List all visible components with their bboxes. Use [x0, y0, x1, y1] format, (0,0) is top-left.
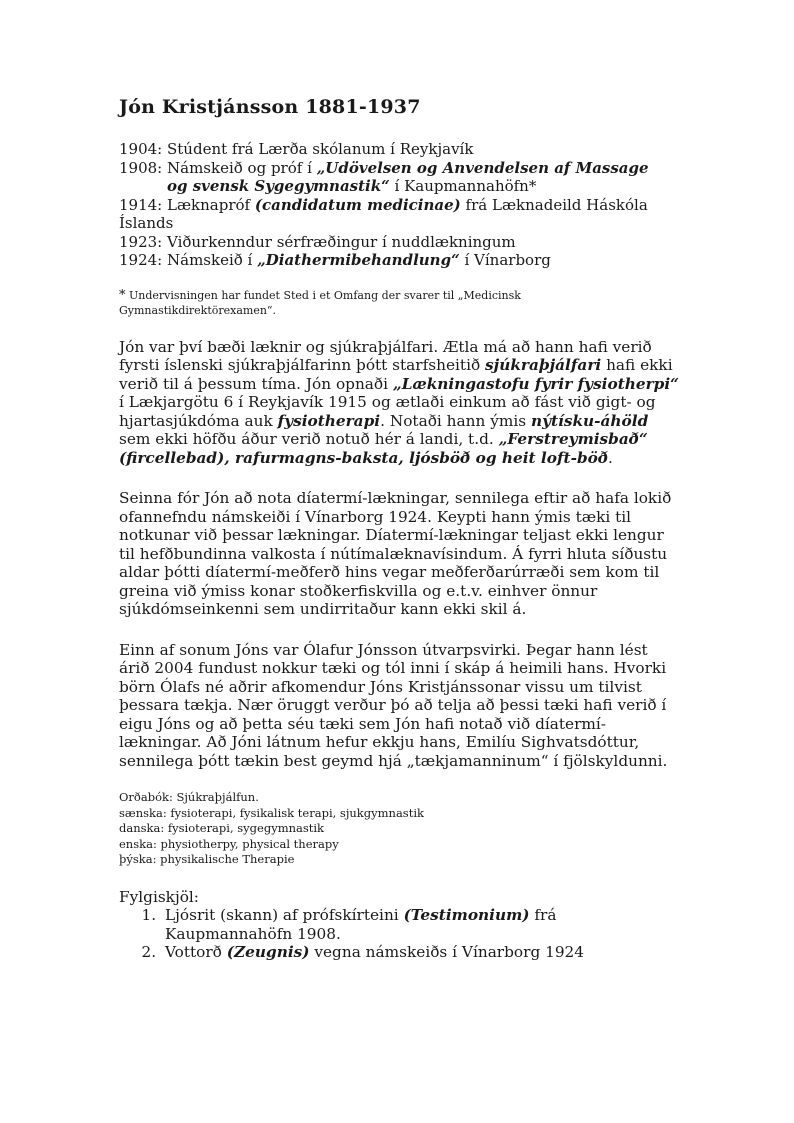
- course-title: „Diathermibehandlung“: [257, 251, 460, 269]
- attachments-list: [119, 906, 679, 962]
- paragraph: Einn af sonum Jóns var Ólafur Jónsson útvarpsvirki. Þegar hann lést árið 2004 fundust nokkur tæki og tól inni í skáp á heimili hans. Hvorki börn Ólafs né aðrir afkomendur Jóns Kristjánssonar vissu um tilvist þessara tækja. Nær öruggt verður þó að telja að þessi tæki hafi verið í eigu Jóns og að þetta séu tæki sem Jón hafi notað við díatermí-lækningar. Að Jóni látnum hefur ekkju hans, Emilíu Sighvatsdóttur, sennilega þótt tækin best geymd hjá „tækjamanninum“ í fjölskyldunni.: [119, 640, 668, 770]
- cv-text: Stúdent frá Lærða skólanum í Reykjavík: [167, 140, 474, 158]
- cv-text-part: í Kaupmannahöfn*: [389, 177, 537, 195]
- attachment-text: frá Kaupmannahöfn 1908.: [165, 906, 557, 943]
- attachment-item: [161, 943, 679, 962]
- course-title: „Udövelsen og Anvendelsen af Massage: [316, 158, 649, 177]
- cv-row: [119, 233, 679, 252]
- cv-row: [119, 251, 679, 270]
- paragraph-text: . Notaði hann ýmis: [380, 411, 531, 430]
- paragraph: [119, 338, 679, 468]
- cv-year: 1908:: [119, 158, 163, 177]
- cv-text: [167, 159, 679, 178]
- dictionary-block: [119, 790, 679, 868]
- attachment-text: Ljósrit (skann) af prófskírteini: [165, 906, 404, 924]
- cv-text: [167, 196, 679, 215]
- dictionary-line: enska: physiotherpy, physical therapy: [119, 836, 339, 851]
- footnote-line: Undervisningen har fundet Sted i et Omfang der svarer til „Medicinsk: [125, 288, 521, 302]
- attachment-text: vegna námskeiðs í Vínarborg 1924: [309, 943, 585, 961]
- paragraph: Seinna fór Jón að nota díatermí-lækningar, sennilega eftir að hafa lokið ofannefndu námskeiði í Vínarborg 1924. Keypti hann ýmis tæki til notkunar við þessar lækningar. Díatermí-lækningar teljast ekki lengur til hefðbundinna valkosta í nútímalæknavísindum. Á fyrri hluta síðustu aldar þótti díatermí-meðferð hins vegar meðferðarúrræði sem kom til greina við ýmiss konar stoðkerfiskvilla og e.t.v. einhver önnur sjúkdómseinkenni sem undirritaður kann ekki skil á.: [119, 489, 672, 618]
- emphasis: „Ferstreymisbað“ (fircellebad), rafurmagns-baksta, ljósböð og heit loft-böð: [119, 430, 648, 467]
- cv-row: [119, 140, 679, 159]
- cv-continuation: [119, 177, 679, 196]
- cv-text-part: í Vínarborg: [459, 251, 551, 269]
- paragraph-text: .: [608, 448, 613, 467]
- cv-year: 1914:: [119, 195, 163, 214]
- attachment-item: [161, 906, 679, 943]
- paragraph-text: Jón var því bæði læknir og sjúkraþjálfari. Ætla má að hann hafi verið fyrsti íslenski sjúkraþjálfarinn þótt starfsheitið: [119, 337, 652, 374]
- dictionary-line: þýska: physikalische Therapie: [119, 852, 295, 866]
- paragraph-text: hafi ekki verið til á þessum tíma. Jón opnaði: [119, 356, 673, 393]
- emphasis: „Lækningastofu fyrir fysiotherpi“: [392, 374, 679, 393]
- attachment-text: Vottorð: [165, 943, 227, 961]
- document-title: Jón Kristjánsson 1881-1937: [119, 96, 421, 118]
- paragraph-text: sem ekki höfðu áður verið notuð hér á landi, t.d.: [119, 430, 499, 448]
- cv-row: [119, 196, 679, 215]
- attachment-doc-name: (Zeugnis): [226, 943, 310, 961]
- course-title-cont: og svensk Sygegymnastik“: [167, 177, 390, 195]
- cv-text-part: frá Læknadeild Háskóla: [460, 195, 648, 214]
- cv-list: [119, 140, 679, 270]
- cv-text-part: Námskeið og próf í: [167, 158, 317, 177]
- cv-text: Viðurkenndur sérfræðingur í nuddlækningum: [167, 232, 516, 251]
- attachments-heading: Fylgiskjöl:: [119, 887, 199, 906]
- cv-row: [119, 159, 679, 178]
- paragraph-text: í Lækjargötu 6 í Reykjavík 1915 og ætlaði einkum að fást við gigt- og hjartasjúkdóma auk: [119, 393, 656, 430]
- footnote: [119, 288, 679, 318]
- degree-title: (candidatum medicinae): [254, 195, 461, 214]
- cv-year: 1924:: [119, 251, 163, 269]
- dictionary-line: Orðabók: Sjúkraþjálfun.: [119, 790, 259, 804]
- cv-text-part: Námskeið í: [167, 251, 258, 269]
- cv-year: 1904:: [119, 140, 163, 158]
- cv-year: 1923:: [119, 232, 163, 251]
- cv-text: [167, 251, 679, 270]
- cv-text-part: Læknapróf: [167, 195, 255, 214]
- emphasis: nýtísku-áhöld: [530, 411, 649, 430]
- emphasis: sjúkraþjálfari: [485, 356, 602, 374]
- cv-wrap-line: Íslands: [119, 214, 174, 232]
- emphasis: fysiotherapi: [277, 411, 381, 430]
- attachment-doc-name: (Testimonium): [403, 906, 530, 924]
- document-page: [119, 96, 679, 962]
- footnote-line: Gymnastikdirektörexamen“.: [119, 303, 277, 317]
- dictionary-line: danska: fysioterapi, sygegymnastik: [119, 821, 325, 835]
- footnote-marker: *: [119, 287, 126, 303]
- dictionary-line: sænska: fysioterapi, fysikalisk terapi, sjukgymnastik: [119, 805, 424, 820]
